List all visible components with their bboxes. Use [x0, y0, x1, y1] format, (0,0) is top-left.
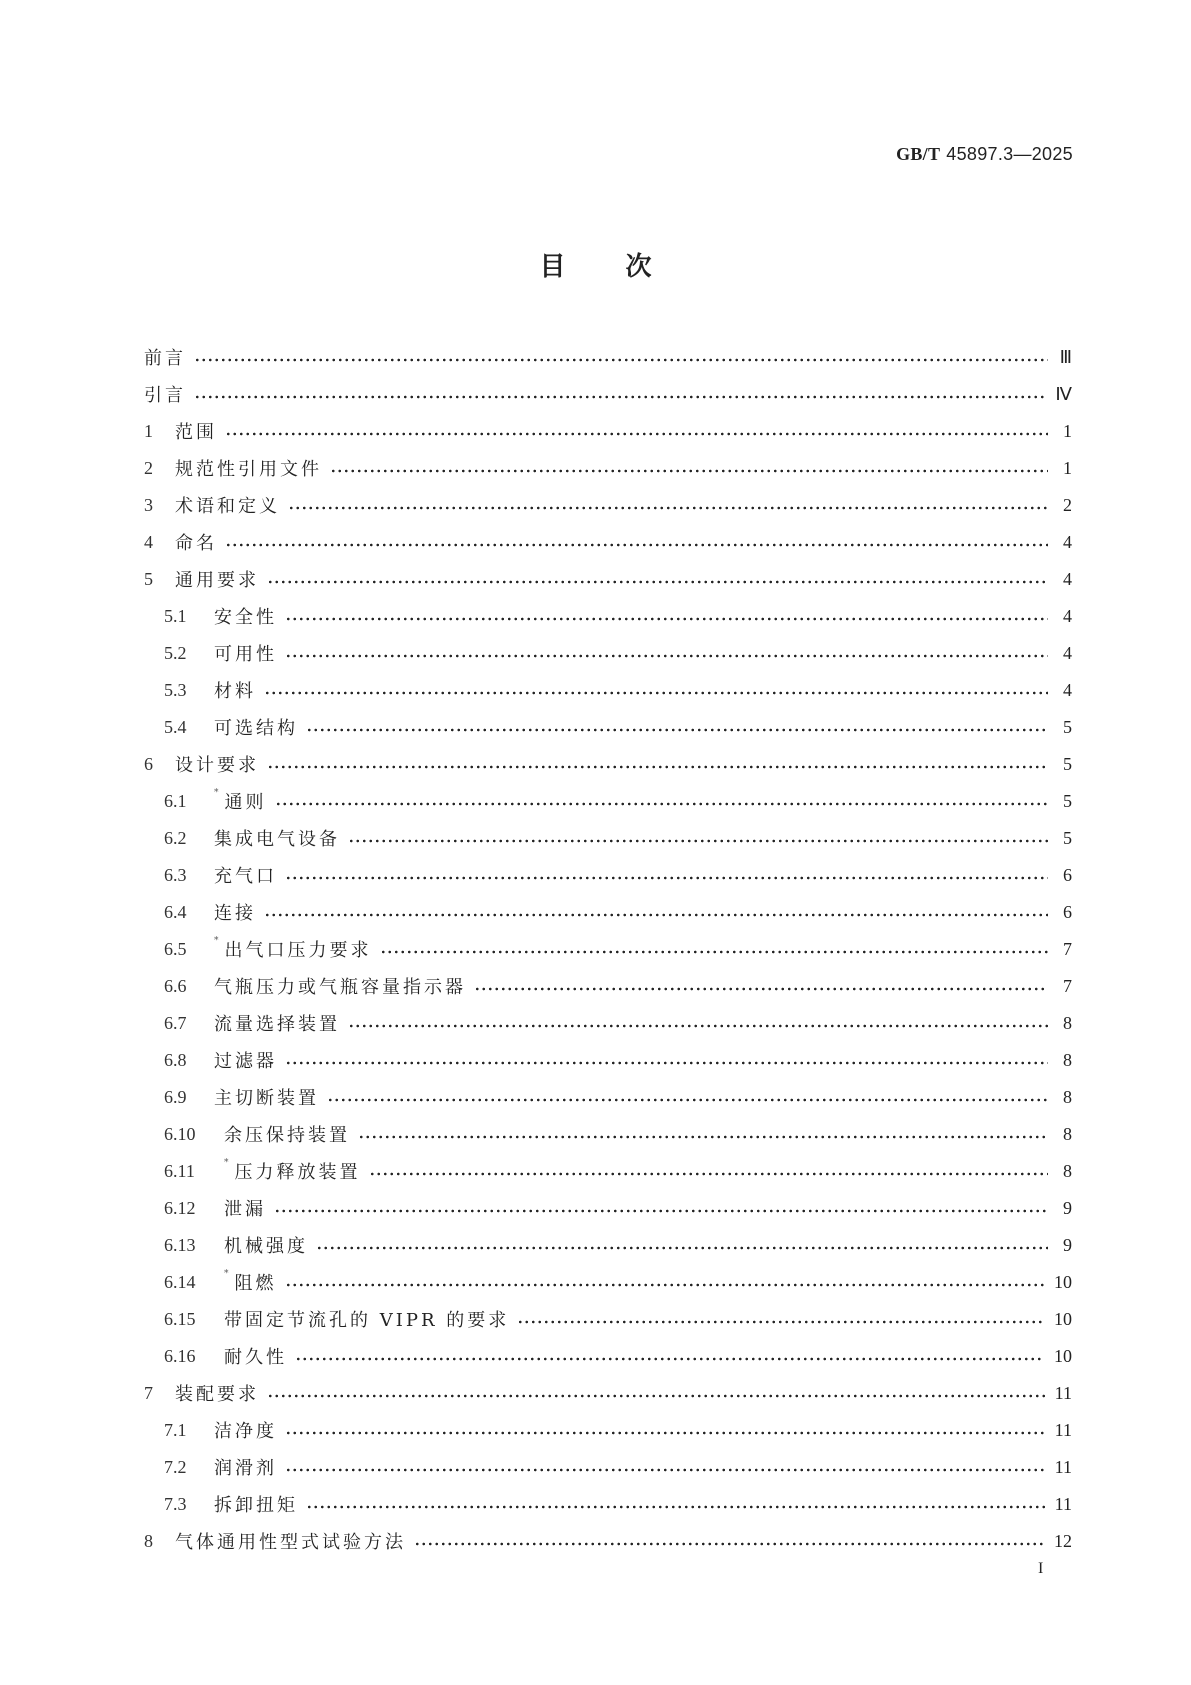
- toc-entry-page: 4: [1063, 605, 1072, 626]
- toc-entry-number: 1: [144, 420, 153, 441]
- toc-entry-text: 通则: [224, 792, 267, 813]
- dot-leader: [369, 1172, 1049, 1176]
- toc-entry[interactable]: [144, 1454, 1072, 1480]
- toc-entry-title: [214, 640, 285, 666]
- toc-entry-number: 5: [144, 568, 153, 589]
- toc-entry-text: 集成电气设备: [214, 829, 340, 850]
- toc-entry-text: 规范性引用文件: [175, 459, 322, 480]
- toc-entry-number: 3: [144, 494, 153, 515]
- toc-entry[interactable]: [144, 1417, 1072, 1443]
- dot-leader: [285, 876, 1048, 880]
- toc-entry-number: 2: [144, 457, 153, 478]
- toc-entry[interactable]: [144, 1343, 1072, 1369]
- dot-leader: [474, 987, 1048, 991]
- toc-entry-text: 泄漏: [224, 1199, 266, 1220]
- toc-entry-page: 8: [1063, 1049, 1072, 1070]
- toc-entry-number: 6.4: [164, 901, 187, 922]
- toc-entry-number: 7.1: [164, 1419, 187, 1440]
- dot-leader: [295, 1357, 1044, 1361]
- toc-entry[interactable]: [144, 677, 1072, 703]
- toc-entry[interactable]: [144, 714, 1072, 740]
- toc-entry-page: 8: [1063, 1160, 1072, 1181]
- toc-entry-title: [224, 1158, 369, 1184]
- toc-entry-text: 气瓶压力或气瓶容量指示器: [214, 977, 466, 998]
- toc-entry-number: 5.1: [164, 605, 187, 626]
- dot-leader: [380, 950, 1049, 954]
- dot-leader: [264, 691, 1048, 695]
- toc-entry-text: 术语和定义: [175, 496, 280, 517]
- toc-entry[interactable]: [144, 381, 1072, 407]
- toc-entry-text: 余压保持装置: [224, 1125, 350, 1146]
- toc-entry-number: 6.10: [164, 1123, 196, 1144]
- dot-leader: [348, 1024, 1048, 1028]
- dot-leader: [330, 469, 1048, 473]
- toc-entry-title: [175, 418, 225, 444]
- toc-entry[interactable]: [144, 1306, 1072, 1332]
- toc-entry-page: Ⅲ: [1059, 346, 1072, 367]
- toc-entry-page: 11: [1054, 1382, 1072, 1403]
- toc-entry-number: 6.6: [164, 975, 187, 996]
- toc-entry[interactable]: [144, 973, 1072, 999]
- toc-entry-page: 9: [1063, 1234, 1072, 1255]
- toc-entry-page: 5: [1063, 827, 1072, 848]
- toc-entry-text: 流量选择装置: [214, 1014, 340, 1035]
- toc-entry-page: 11: [1054, 1456, 1072, 1477]
- toc-entry-title: [214, 1047, 285, 1073]
- toc-entry[interactable]: [144, 1528, 1072, 1554]
- dot-leader: [285, 1468, 1045, 1472]
- toc-entry-text: 润滑剂: [214, 1458, 277, 1479]
- toc-entry-text: 阻燃: [234, 1273, 277, 1294]
- toc-entry-number: 6: [144, 753, 153, 774]
- toc-entry-text: 主切断装置: [214, 1088, 319, 1109]
- toc-entry-page: 9: [1063, 1197, 1072, 1218]
- toc-entry-page: 7: [1063, 938, 1072, 959]
- toc-entry-number: 6.13: [164, 1234, 196, 1255]
- toc-entry-page: 4: [1063, 679, 1072, 700]
- toc-entry[interactable]: [144, 1084, 1072, 1110]
- toc-entry-text: 可用性: [214, 644, 277, 665]
- dot-leader: [274, 1209, 1048, 1213]
- toc-entry[interactable]: [144, 566, 1072, 592]
- toc-entry-title: [214, 714, 306, 740]
- toc-entry-title: [224, 1121, 358, 1147]
- toc-entry-number: 6.8: [164, 1049, 187, 1070]
- dot-leader: [285, 654, 1048, 658]
- toc-entry-page: 8: [1063, 1086, 1072, 1107]
- toc-entry-text: 出气口压力要求: [224, 940, 372, 961]
- toc-entry[interactable]: [144, 1047, 1072, 1073]
- dot-leader: [414, 1542, 1044, 1546]
- toc-entry[interactable]: [144, 1158, 1072, 1184]
- toc-entry[interactable]: [144, 603, 1072, 629]
- toc-entry[interactable]: [144, 1232, 1072, 1258]
- page-title: 目次: [539, 252, 712, 282]
- toc-entry-text: 机械强度: [224, 1236, 308, 1257]
- toc-entry-page: 6: [1063, 864, 1072, 885]
- toc-entry[interactable]: [144, 640, 1072, 666]
- toc-entry-page: 4: [1063, 642, 1072, 663]
- dot-leader: [306, 728, 1048, 732]
- toc-entry-title: [175, 566, 267, 592]
- toc-entry-text: 通用要求: [175, 570, 259, 591]
- toc-entry-number: 6.3: [164, 864, 187, 885]
- toc-entry-text: 气体通用性型式试验方法: [175, 1532, 406, 1553]
- toc-entry-title: [214, 862, 285, 888]
- toc-entry-number: 6.9: [164, 1086, 187, 1107]
- toc-entry-title: [224, 1232, 316, 1258]
- toc-entry-text: 引言: [144, 385, 186, 406]
- dot-leader: [288, 506, 1048, 510]
- toc-entry-page: 12: [1054, 1530, 1072, 1551]
- toc-entry[interactable]: [144, 1121, 1072, 1147]
- toc-entry-title: [175, 1380, 267, 1406]
- dot-leader: [267, 580, 1048, 584]
- toc-entry-number: 6.5: [164, 938, 187, 959]
- toc-entry-number: 7.2: [164, 1456, 187, 1477]
- dot-leader: [285, 1061, 1048, 1065]
- toc-entry-number: 5.3: [164, 679, 187, 700]
- toc-entry-title: [175, 529, 225, 555]
- dot-leader: [316, 1246, 1048, 1250]
- toc-entry[interactable]: [144, 825, 1072, 851]
- asterisk-mark: *: [214, 788, 222, 798]
- asterisk-mark: *: [214, 936, 222, 946]
- toc-entry[interactable]: [144, 862, 1072, 888]
- toc-entry-title: [214, 788, 275, 814]
- toc-entry-page: 5: [1063, 753, 1072, 774]
- toc-entry-page: 8: [1063, 1123, 1072, 1144]
- dot-leader: [267, 1394, 1045, 1398]
- toc-entry-page: 4: [1063, 568, 1072, 589]
- asterisk-mark: *: [224, 1158, 232, 1168]
- toc-entry-title: [175, 492, 288, 518]
- toc-entry-text: 设计要求: [175, 755, 259, 776]
- toc-entry-title: [214, 1084, 327, 1110]
- toc-entry-title: [175, 1528, 414, 1554]
- toc-entry-text: 前言: [144, 348, 186, 369]
- toc-entry[interactable]: [144, 1195, 1072, 1221]
- toc-entry-number: 6.12: [164, 1197, 196, 1218]
- toc-entry-text: 连接: [214, 903, 256, 924]
- toc-entry-text: 过滤器: [214, 1051, 277, 1072]
- toc-entry-title: [214, 936, 380, 962]
- toc-entry-text: 命名: [175, 533, 217, 554]
- dot-leader: [358, 1135, 1048, 1139]
- toc-entry-title: [175, 455, 330, 481]
- toc-entry-page: 1: [1063, 457, 1072, 478]
- toc-entry-text: 压力释放装置: [234, 1162, 361, 1183]
- toc-entry-page: 10: [1054, 1308, 1072, 1329]
- toc-entry-number: 8: [144, 1530, 153, 1551]
- toc-entry-title: [144, 344, 194, 370]
- dot-leader: [285, 1283, 1045, 1287]
- toc-entry-number: 6.11: [164, 1160, 195, 1181]
- toc-entry-page: 4: [1063, 531, 1072, 552]
- toc-entry-page: 8: [1063, 1012, 1072, 1033]
- dot-leader: [225, 432, 1048, 436]
- toc-entry-title: [224, 1306, 517, 1332]
- toc-entry[interactable]: [144, 788, 1072, 814]
- dot-leader: [285, 1431, 1045, 1435]
- toc-entry-number: 7.3: [164, 1493, 187, 1514]
- toc-entry-page: 6: [1063, 901, 1072, 922]
- toc-entry-page: 10: [1054, 1345, 1072, 1366]
- toc-entry-text: 充气口: [214, 866, 277, 887]
- toc-entry-title: [214, 1417, 285, 1443]
- toc-entry-title: [144, 381, 194, 407]
- standard-number: [896, 144, 1073, 165]
- toc-entry-number: 6.14: [164, 1271, 196, 1292]
- toc-entry-page: Ⅳ: [1055, 383, 1072, 404]
- toc-entry[interactable]: [144, 751, 1072, 777]
- dot-leader: [285, 617, 1048, 621]
- asterisk-mark: *: [224, 1269, 232, 1279]
- toc-entry[interactable]: [144, 455, 1072, 481]
- dot-leader: [327, 1098, 1048, 1102]
- toc-entry-title: [214, 1010, 348, 1036]
- toc-entry-title: [224, 1269, 285, 1295]
- toc-entry-page: 11: [1054, 1419, 1072, 1440]
- dot-leader: [275, 802, 1049, 806]
- toc-entry-title: [214, 825, 348, 851]
- toc-entry[interactable]: [144, 899, 1072, 925]
- toc-entry-text: 洁净度: [214, 1421, 277, 1442]
- toc-entry-title: [224, 1343, 295, 1369]
- toc-entry-page: 5: [1063, 790, 1072, 811]
- toc-entry-text: 范围: [175, 422, 217, 443]
- standard-code: 45897.3—2025: [946, 144, 1073, 164]
- toc-entry-number: 5.4: [164, 716, 187, 737]
- dot-leader: [225, 543, 1048, 547]
- toc-entry-title: [175, 751, 267, 777]
- toc-entry-title: [214, 1491, 306, 1517]
- dot-leader: [306, 1505, 1045, 1509]
- toc-entry[interactable]: [144, 418, 1072, 444]
- toc-entry-number: 7: [144, 1382, 153, 1403]
- toc-entry-text: 耐久性: [224, 1347, 287, 1368]
- toc-entry[interactable]: [144, 1269, 1072, 1295]
- toc-entry-number: 6.2: [164, 827, 187, 848]
- toc-entry-text: 安全性: [214, 607, 277, 628]
- toc-entry-title: [214, 603, 285, 629]
- toc-entry-number: 4: [144, 531, 153, 552]
- toc-entry-title: [214, 677, 264, 703]
- toc-entry-text: 带固定节流孔的 VIPR 的要求: [224, 1310, 510, 1331]
- toc-entry-number: 6.16: [164, 1345, 196, 1366]
- dot-leader: [194, 395, 1045, 399]
- toc-entry-number: 6.1: [164, 790, 187, 811]
- toc-entry-text: 可选结构: [214, 718, 298, 739]
- toc-entry[interactable]: [144, 1491, 1072, 1517]
- toc-entry-page: 1: [1063, 420, 1072, 441]
- toc-entry-title: [214, 1454, 285, 1480]
- toc-entry-title: [214, 899, 264, 925]
- toc-entry[interactable]: [144, 529, 1072, 555]
- toc-entry-page: 10: [1054, 1271, 1072, 1292]
- toc-entry-title: [224, 1195, 274, 1221]
- dot-leader: [517, 1320, 1044, 1324]
- toc-entry-text: 拆卸扭矩: [214, 1495, 298, 1516]
- page-number: I: [1038, 1560, 1044, 1577]
- toc-entry-page: 7: [1063, 975, 1072, 996]
- toc-entry-number: 6.15: [164, 1308, 196, 1329]
- dot-leader: [348, 839, 1048, 843]
- toc-entry[interactable]: [144, 936, 1072, 962]
- toc-entry-page: 5: [1063, 716, 1072, 737]
- toc-entry-title: [214, 973, 474, 999]
- toc-entry-page: 2: [1063, 494, 1072, 515]
- toc-entry-text: 装配要求: [175, 1384, 259, 1405]
- toc-entry-number: 6.7: [164, 1012, 187, 1033]
- toc-entry-text: 材料: [214, 681, 256, 702]
- standard-prefix: GB/T: [896, 144, 941, 164]
- toc-entry-number: 5.2: [164, 642, 187, 663]
- dot-leader: [264, 913, 1048, 917]
- toc-entry[interactable]: [144, 1380, 1072, 1406]
- dot-leader: [194, 358, 1048, 362]
- toc-entry[interactable]: [144, 1010, 1072, 1036]
- toc-entry[interactable]: [144, 344, 1072, 370]
- toc-entry[interactable]: [144, 492, 1072, 518]
- dot-leader: [267, 765, 1048, 769]
- toc-entry-page: 11: [1054, 1493, 1072, 1514]
